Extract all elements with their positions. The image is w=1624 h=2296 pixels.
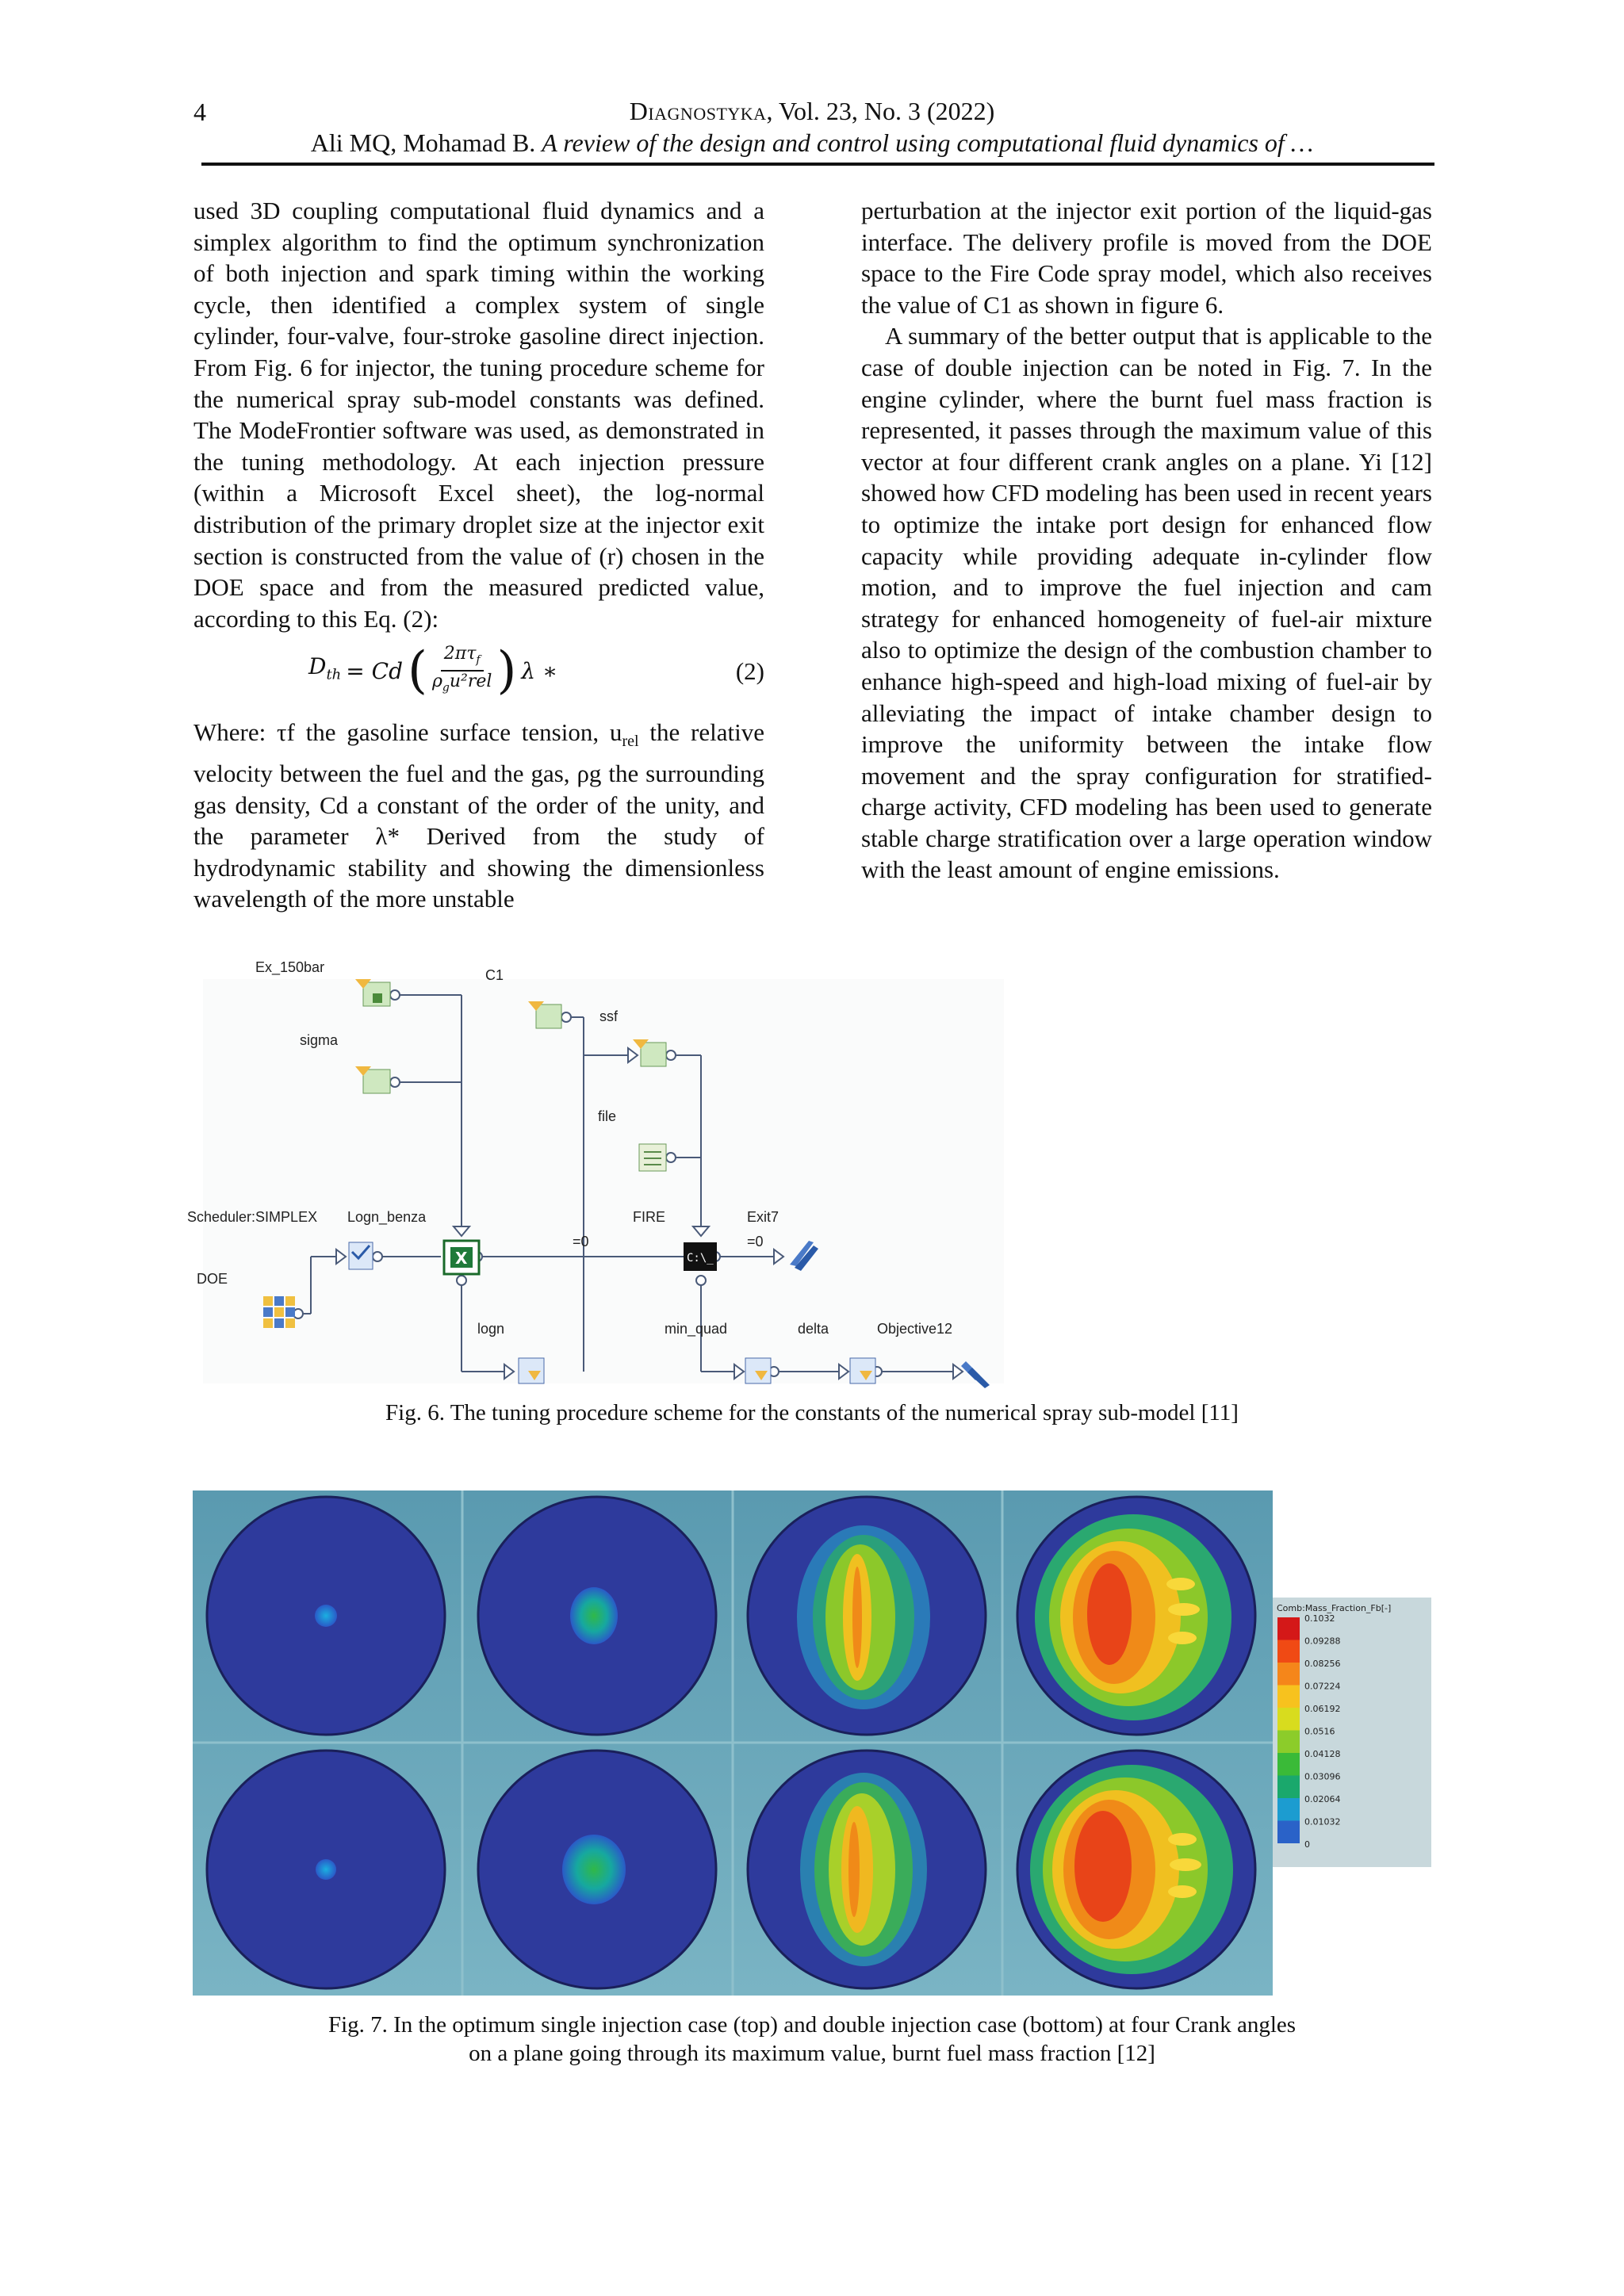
equation-expression bbox=[308, 641, 558, 701]
label-objective12: Objective12 bbox=[877, 1321, 953, 1337]
legend-swatch bbox=[1277, 1821, 1300, 1844]
label-fire: FIRE bbox=[633, 1209, 666, 1225]
legend-swatch bbox=[1277, 1776, 1300, 1799]
label-eq0-a: =0 bbox=[573, 1234, 589, 1249]
paper-title: A review of the design and control using computational fluid dynamics of … bbox=[542, 128, 1314, 157]
label-min-quad: min_quad bbox=[665, 1321, 728, 1337]
legend-value: 0.08256 bbox=[1304, 1659, 1341, 1669]
eq-numerator: $2\pi\tau_f$ bbox=[441, 644, 484, 672]
equation-number: (2) bbox=[735, 656, 764, 685]
eq-paren-right: ) bbox=[496, 641, 517, 701]
legend-value: 0 bbox=[1304, 1839, 1310, 1850]
eq-lhs: $D_{th}$ bbox=[308, 653, 342, 683]
legend-value: 0.0516 bbox=[1304, 1726, 1335, 1737]
legend-value: 0.01032 bbox=[1304, 1816, 1341, 1827]
legend-value: 0.09288 bbox=[1304, 1636, 1341, 1647]
panel-bottom-1 bbox=[207, 1751, 445, 1988]
journal-header bbox=[0, 97, 1624, 126]
svg-text:X: X bbox=[455, 1249, 468, 1268]
min-quad-icon bbox=[745, 1358, 771, 1383]
label-scheduler: Scheduler:SIMPLEX bbox=[187, 1209, 318, 1225]
legend-title: Comb:Mass_Fraction_Fb[-] bbox=[1277, 1603, 1392, 1613]
eq-paren-left: ( bbox=[408, 641, 427, 701]
excel-icon bbox=[444, 1241, 479, 1274]
label-file: file bbox=[598, 1108, 617, 1124]
panel-top-3 bbox=[748, 1497, 986, 1735]
label-c1: C1 bbox=[485, 967, 504, 983]
paragraph: Where: τf the gasoline surface tension, $u_{rel}$ the relative velocity between the fuel and the gas, ρg the surrounding gas density, Cd a constant of the order of the unity, and the parameter λ* Derived from the study of hydrodynamic stability and showing the dimensionless wavelength of the more unstable bbox=[193, 718, 764, 913]
panel-bottom-4 bbox=[1017, 1751, 1255, 1988]
label-logn-benza: Logn_benza bbox=[347, 1209, 427, 1225]
fig6-caption: Fig. 6. The tuning procedure scheme for the constants of the numerical spray sub-model [11] bbox=[385, 1400, 1239, 1425]
fig7-legend bbox=[1273, 1598, 1431, 1867]
legend-value: 0.1032 bbox=[1304, 1613, 1335, 1624]
equation-2 bbox=[193, 637, 764, 704]
scheduler-icon bbox=[349, 1242, 373, 1269]
panel-top-4 bbox=[1017, 1497, 1255, 1735]
journal-volume: , Vol. 23, No. 3 (2022) bbox=[766, 97, 995, 125]
panel-top-1 bbox=[207, 1497, 445, 1735]
eq-cd: = Cd bbox=[346, 657, 403, 684]
doe-icon bbox=[263, 1296, 295, 1328]
left-column bbox=[193, 195, 764, 915]
fig6-workflow-diagram bbox=[187, 947, 1012, 1391]
svg-text:C:\_: C:\_ bbox=[687, 1252, 714, 1265]
panel-bottom-2 bbox=[478, 1751, 716, 1988]
paragraph: A summary of the better output that is applicable to the case of double injection can be noted in Fig. 7. In the engine cylinder, where the burnt fuel mass fraction is represented, it passes through the maximum value of this vector at four different crank angles on a plane. Yi [12] showed how CFD modeling has been used in recent years to optimize the intake port design for enhanced flow capacity while providing adequate in-cylinder flow motion, and to improve the fuel injection and cam strategy for enhanced homogeneity of fuel-air mixture also to optimize the design of the combustion chamber to enhance high-speed and high-load mixing of fuel-air by alleviating the impact of intake chamber design to improve the uniformity between the intake flow movement and the spray configuration for stratified-charge activity, CFD modeling has been used to generate stable charge stratification over a large operation window with the least amount of engine emissions. bbox=[861, 322, 1432, 884]
paragraph: perturbation at the injector exit portion of the liquid-gas interface. The delivery profile is moved from the DOE space to the Fire Code spray model, which also receives the value of C1 as shown in figure 6. bbox=[861, 197, 1432, 319]
logn-icon bbox=[519, 1358, 544, 1383]
legend-swatch bbox=[1277, 1686, 1300, 1709]
fig7-caption-line-2: on a plane going through its maximum value, burnt fuel mass fraction [12] bbox=[469, 2041, 1155, 2066]
label-logn: logn bbox=[477, 1321, 505, 1337]
label-exit7: Exit7 bbox=[747, 1209, 779, 1225]
legend-swatch bbox=[1277, 1798, 1300, 1821]
legend-swatch bbox=[1277, 1640, 1300, 1663]
legend-value: 0.06192 bbox=[1304, 1704, 1341, 1714]
legend-swatch bbox=[1277, 1731, 1300, 1754]
journal-name: Diagnostyka bbox=[629, 97, 767, 125]
right-column bbox=[861, 195, 1432, 886]
label-eq0-b: =0 bbox=[747, 1234, 764, 1249]
delta-icon bbox=[850, 1358, 875, 1383]
label-delta: delta bbox=[798, 1321, 829, 1337]
fig7-cfd-contours bbox=[193, 1490, 1431, 1996]
legend-swatch bbox=[1277, 1663, 1300, 1686]
legend-swatch bbox=[1277, 1617, 1300, 1640]
label-ssf: ssf bbox=[599, 1008, 619, 1024]
file-icon bbox=[639, 1144, 666, 1171]
panel-top-2 bbox=[478, 1497, 716, 1735]
eq-denominator: $\rho_gu^2rel$ bbox=[431, 672, 492, 695]
fig7-caption-line-1: Fig. 7. In the optimum single injection case (top) and double injection case (bottom) at four Crank angles bbox=[327, 2012, 1297, 2038]
legend-value: 0.02064 bbox=[1304, 1794, 1341, 1804]
legend-swatch bbox=[1277, 1708, 1300, 1731]
legend-value: 0.07224 bbox=[1304, 1681, 1341, 1692]
eq-fraction bbox=[432, 644, 492, 698]
label-sigma: sigma bbox=[300, 1032, 339, 1048]
legend-value: 0.04128 bbox=[1304, 1749, 1341, 1759]
eq-tail: λ ∗ bbox=[521, 657, 558, 684]
header-rule bbox=[201, 163, 1434, 166]
legend-swatch bbox=[1277, 1753, 1300, 1776]
fire-terminal-icon bbox=[684, 1242, 717, 1271]
panel-bottom-3 bbox=[748, 1751, 986, 1988]
paragraph: used 3D coupling computational fluid dynamics and a simplex algorithm to find the optimum synchronization of both injection and spark timing within the working cycle, then identified a complex system of single cylinder, four-valve, four-stroke gasoline direct injection. From Fig. 6 for injector, the tuning procedure scheme for the numerical spray sub-model constants was defined. The ModeFrontier software was used, as demonstrated in the tuning methodology. At each injection pressure (within a Microsoft Excel sheet), the log-normal distribution of the primary droplet size at the injector exit section is constructed from the value of (r) chosen in the DOE space and from the measured predicted value, according to this Eq. (2): bbox=[193, 197, 764, 633]
legend-value: 0.03096 bbox=[1304, 1771, 1341, 1782]
label-doe: DOE bbox=[197, 1271, 228, 1287]
page-number: 4 bbox=[193, 98, 206, 126]
running-title bbox=[0, 128, 1624, 158]
authors: Ali MQ, Mohamad B. bbox=[310, 128, 536, 157]
label-ex-150bar: Ex_150bar bbox=[255, 959, 325, 975]
